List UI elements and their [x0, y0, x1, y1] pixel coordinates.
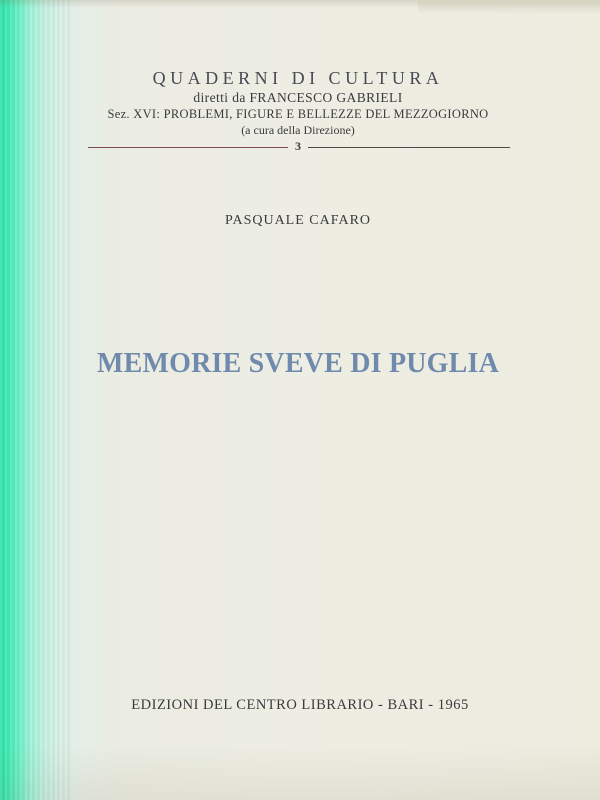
series-title: QUADERNI DI CULTURA — [152, 68, 444, 88]
series-section: Sez. XVI: PROBLEMI, FIGURE E BELLEZZE DEL MEZZOGIORNO — [107, 107, 489, 121]
volume-number: 3 — [295, 139, 301, 153]
series-curator-note: (a cura della Direzione) — [241, 123, 355, 137]
rule-right — [308, 147, 510, 148]
author-name: PASQUALE CAFARO — [224, 213, 372, 228]
rule-left — [88, 147, 288, 148]
series-directors: diretti da FRANCESCO GABRIELI — [193, 90, 403, 105]
publisher-line: EDIZIONI DEL CENTRO LIBRARIO - BARI - 1965 — [131, 697, 469, 713]
top-edge-tab — [418, 0, 600, 14]
book-title: MEMORIE SVEVE DI PUGLIA — [96, 348, 500, 379]
